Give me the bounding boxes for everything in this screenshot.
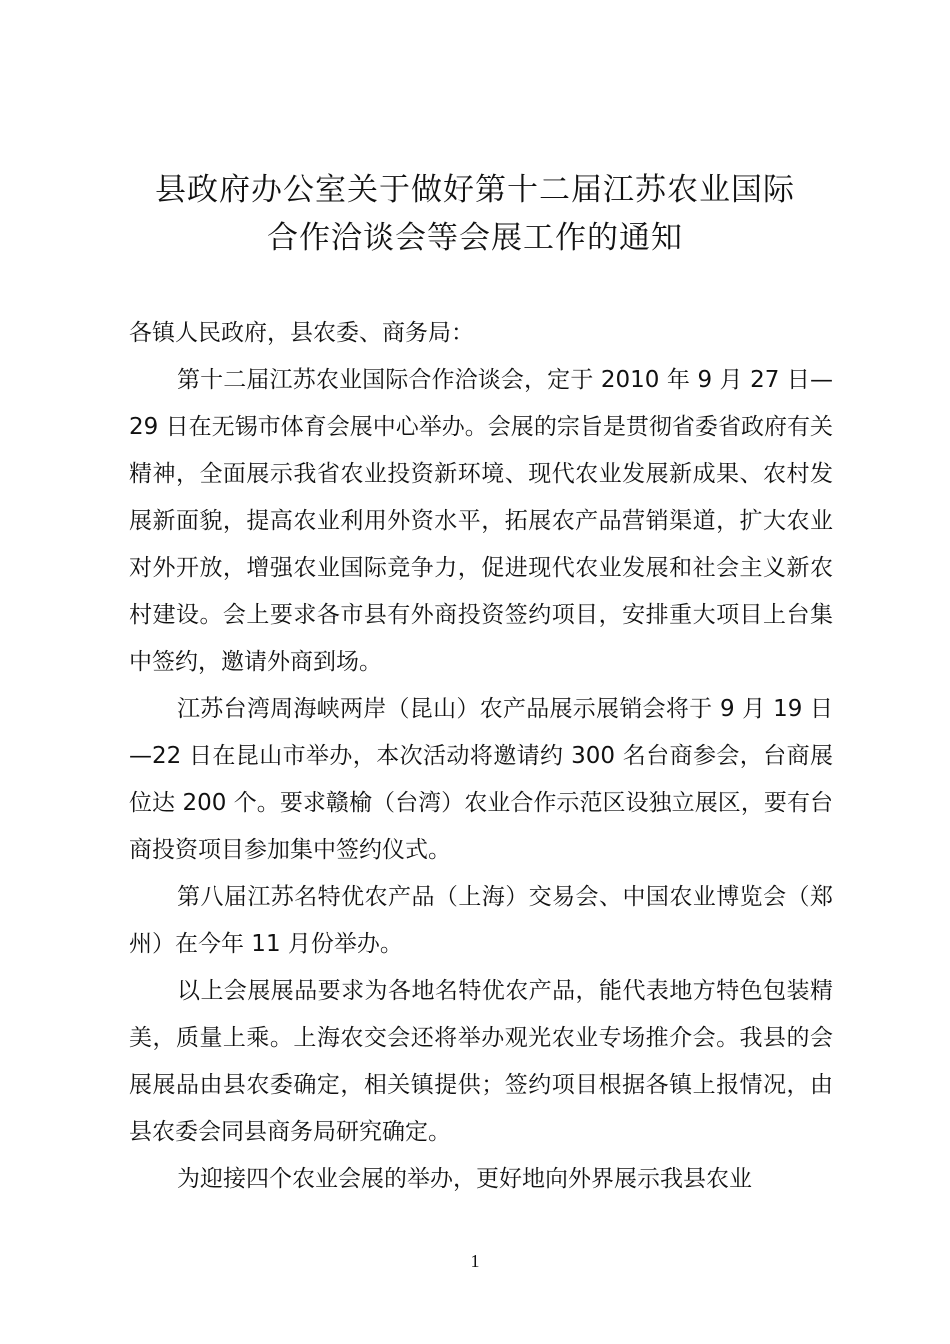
paragraph-3: 第八届江苏名特优农产品（上海）交易会、中国农业博览会（郑州）在今年 11 月份举办。 <box>129 884 833 957</box>
document-title <box>100 166 850 262</box>
paragraph-1: 第十二届江苏农业国际合作洽谈会，定于 2010 年 9 月 27 日—29 日在无锡市体育会展中心举办。会展的宗旨是贯彻省委省政府有关精神，全面展示我省农业投资新环境、现代农业发展新成果、农村发展新面貌，提高农业利用外资水平，拓展农产品营销渠道，扩大农业对外开放，增强农业国际竞争力，促进现代农业发展和社会主义新农村建设。会上要求各市县有外商投资签约项目，安排重大项目上台集中签约，邀请外商到场。 <box>129 367 833 675</box>
paragraph-2: 江苏台湾周海峡两岸（昆山）农产品展示展销会将于 9 月 19 日—22 日在昆山市举办，本次活动将邀请约 300 名台商参会，台商展位达 200 个。要求赣榆（台湾）农业合作示范区设独立展区，要有台商投资项目参加集中签约仪式。 <box>129 696 833 863</box>
title-line-1: 县政府办公室关于做好第十二届江苏农业国际 <box>155 172 795 208</box>
document-body <box>129 310 833 1203</box>
title-line-2: 合作洽谈会等会展工作的通知 <box>267 220 683 256</box>
page-number: 1 <box>470 1251 480 1271</box>
salutation: 各镇人民政府，县农委、商务局： <box>129 320 474 346</box>
paragraph-4: 以上会展展品要求为各地名特优农产品，能代表地方特色包装精美，质量上乘。上海农交会还将举办观光农业专场推介会。我县的会展展品由县农委确定，相关镇提供；签约项目根据各镇上报情况，由县农委会同县商务局研究确定。 <box>129 978 833 1145</box>
paragraph-5: 为迎接四个农业会展的举办，更好地向外界展示我县农业 <box>177 1166 752 1192</box>
